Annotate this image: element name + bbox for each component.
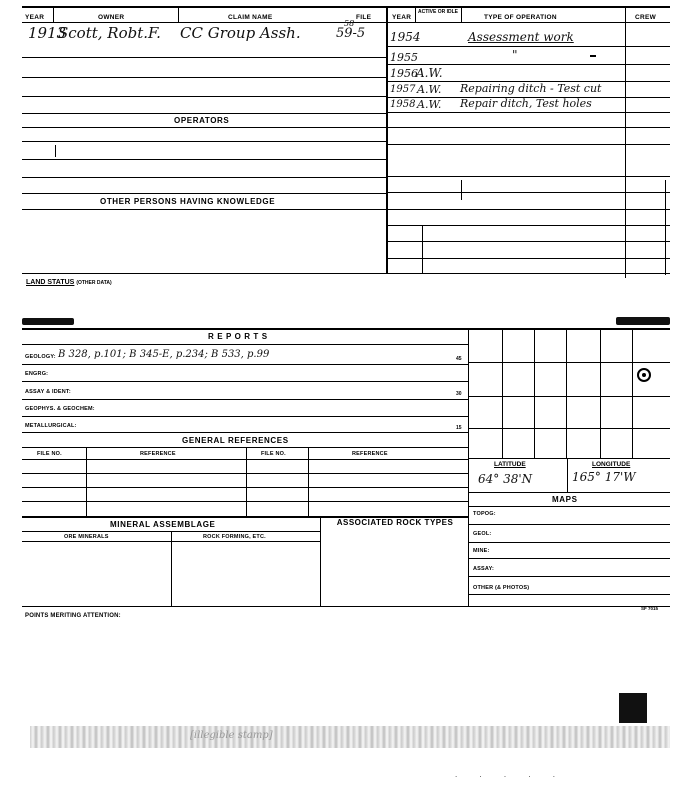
header-file: FILE xyxy=(356,14,372,21)
op-line xyxy=(386,64,670,65)
scan-mark xyxy=(22,318,74,325)
op-type-4: Repairing ditch - Test cut xyxy=(460,82,602,95)
op-year-5: 1958 xyxy=(390,99,416,110)
op-line xyxy=(386,112,670,113)
reports-line xyxy=(22,399,468,400)
refs-divider xyxy=(246,447,247,516)
row-line xyxy=(22,209,386,210)
general-references-heading: GENERAL REFERENCES xyxy=(182,436,289,445)
metallurgical-label: METALLURGICAL: xyxy=(25,423,77,429)
num-15: 15 xyxy=(456,425,462,431)
row-line xyxy=(22,141,386,142)
header-crew: CREW xyxy=(635,14,657,21)
op-year-4: 1957 xyxy=(390,84,416,95)
scan-mark xyxy=(619,693,647,723)
op-type-1: Assessment work xyxy=(468,30,574,44)
owner-year: 1913 xyxy=(28,24,67,42)
bottom-bleed-through xyxy=(30,726,670,748)
maps-top-line xyxy=(468,492,670,493)
scan-mark xyxy=(616,317,670,325)
maps-line xyxy=(468,576,670,577)
header-active-or-idle: ACTIVE OR IDLE xyxy=(417,9,458,15)
op-line xyxy=(386,46,670,47)
refs-line xyxy=(22,487,468,488)
grid-line xyxy=(468,458,670,459)
grid-line xyxy=(566,328,567,458)
op-type-2: " xyxy=(512,48,518,62)
grid-line xyxy=(600,328,601,458)
divider xyxy=(178,8,179,22)
geophys-label: GEOPHYS. & GEOCHEM: xyxy=(25,406,95,412)
divider xyxy=(53,8,54,22)
crew-divider xyxy=(625,8,626,278)
location-circle-mark xyxy=(637,368,651,382)
reports-line xyxy=(22,432,468,433)
maps-left-border xyxy=(468,506,469,606)
op-line xyxy=(386,192,670,193)
operators-heading: OPERATORS xyxy=(174,116,230,125)
latitude-value: 64° 38'N xyxy=(478,472,533,486)
refs-reference-1: REFERENCE xyxy=(140,451,176,457)
assay-ident-label: ASSAY & IDENT: xyxy=(25,389,71,395)
header-type-of-operation: TYPE OF OPERATION xyxy=(484,14,557,21)
grid-line xyxy=(534,328,535,458)
rock-forming-label: ROCK FORMING, ETC. xyxy=(203,534,266,540)
row-line xyxy=(22,193,386,194)
op-year-3: 1956 xyxy=(390,67,418,80)
refs-file-no-2: FILE NO. xyxy=(261,451,286,457)
main-divider xyxy=(386,8,388,273)
reports-line xyxy=(22,364,468,365)
lat-long-divider xyxy=(567,458,568,492)
ore-minerals-label: ORE MINERALS xyxy=(64,534,109,540)
other-photos-label: OTHER (& PHOTOS) xyxy=(473,585,530,591)
header-owner: OWNER xyxy=(98,14,125,21)
mine-label: MINE: xyxy=(473,548,490,554)
reports-right-border xyxy=(468,328,469,516)
mineral-divider xyxy=(320,516,321,606)
reports-line xyxy=(22,416,468,417)
refs-line xyxy=(22,459,468,460)
grid-line xyxy=(468,396,670,397)
num-45: 45 xyxy=(456,356,462,362)
row-line xyxy=(22,57,386,58)
divider xyxy=(415,8,416,22)
maps-line xyxy=(468,558,670,559)
claim-name: CC Group Assh. xyxy=(180,24,301,42)
refs-line xyxy=(22,473,468,474)
reports-top-border xyxy=(22,328,670,330)
assay-label: ASSAY: xyxy=(473,566,495,572)
reports-heading: R E P O R T S xyxy=(208,332,268,341)
divider xyxy=(461,8,462,22)
points-meriting-attention-label: POINTS MERITING ATTENTION: xyxy=(25,613,121,619)
row-line xyxy=(22,177,386,178)
row-line xyxy=(22,96,386,97)
land-status-top xyxy=(22,273,670,274)
refs-line xyxy=(22,501,468,502)
op-divider xyxy=(461,180,462,200)
op-divider xyxy=(422,225,423,273)
op-line xyxy=(386,144,670,145)
land-status-label xyxy=(26,279,112,286)
other-persons-heading: OTHER PERSONS HAVING KNOWLEDGE xyxy=(100,197,276,206)
form-id: SF 7015 xyxy=(641,606,659,611)
mineral-divider xyxy=(171,531,172,606)
op-line xyxy=(386,209,670,210)
op-line xyxy=(386,225,670,226)
mineral-bottom xyxy=(22,606,670,607)
op-divider xyxy=(665,180,666,275)
header-year: YEAR xyxy=(25,14,45,21)
op-status-4: A.W. xyxy=(417,83,442,96)
latitude-label: LATITUDE xyxy=(494,461,526,468)
op-year-1: 1954 xyxy=(390,30,421,44)
num-30: 30 xyxy=(456,391,462,397)
scan-dots: . . . . . xyxy=(455,770,566,779)
row-line xyxy=(22,127,386,128)
refs-divider xyxy=(86,447,87,516)
op-status-5: A.W. xyxy=(417,98,442,111)
row-line xyxy=(22,113,386,114)
maps-line xyxy=(468,594,670,595)
header-claim-name: CLAIM NAME xyxy=(228,14,273,21)
land-status-title: LAND STATUS xyxy=(26,279,75,286)
maps-line xyxy=(468,506,670,507)
row-line xyxy=(22,159,386,160)
op-year-2: 1955 xyxy=(390,51,418,64)
geol-label: GEOL: xyxy=(473,531,492,537)
refs-file-no-1: FILE NO. xyxy=(37,451,62,457)
grid-line xyxy=(468,428,670,429)
refs-divider xyxy=(308,447,309,516)
reports-line xyxy=(22,344,468,345)
grid-line xyxy=(632,328,633,458)
mineral-assemblage-heading: MINERAL ASSEMBLAGE xyxy=(110,520,216,529)
refs-line xyxy=(22,447,468,448)
op-line xyxy=(386,176,670,177)
grid-line xyxy=(502,328,503,458)
top-border xyxy=(22,6,670,8)
owner-name: Scott, Robt.F. xyxy=(58,24,161,42)
op-line xyxy=(386,241,670,242)
op-type-5: Repair ditch, Test holes xyxy=(460,97,592,110)
maps-line xyxy=(468,524,670,525)
land-status-subtitle: (OTHER DATA) xyxy=(76,280,112,286)
bleed-through-text: [illegible stamp] xyxy=(190,730,273,741)
ditto-mark xyxy=(590,55,596,57)
op-status-3: A.W. xyxy=(416,66,443,80)
op-line xyxy=(386,127,670,128)
maps-line xyxy=(468,542,670,543)
associated-rock-types-heading: ASSOCIATED ROCK TYPES xyxy=(336,518,454,527)
file-number-top: 58 xyxy=(344,19,355,28)
grid-line xyxy=(468,362,670,363)
file-number: 59-5 xyxy=(336,26,366,41)
maps-heading: MAPS xyxy=(552,495,578,504)
reports-line xyxy=(22,381,468,382)
engrg-label: ENGRG: xyxy=(25,371,49,377)
op-line xyxy=(386,258,670,259)
topog-label: TOPOG: xyxy=(473,511,496,517)
geology-label: GEOLOGY: xyxy=(25,354,56,360)
geology-value: B 328, p.101; B 345-E, p.234; B 533, p.99 xyxy=(58,349,270,360)
row-line xyxy=(22,77,386,78)
refs-reference-2: REFERENCE xyxy=(352,451,388,457)
longitude-label: LONGITUDE xyxy=(592,461,631,468)
longitude-value: 165° 17'W xyxy=(572,470,636,484)
header-year-2: YEAR xyxy=(392,14,412,21)
tick xyxy=(55,145,56,157)
